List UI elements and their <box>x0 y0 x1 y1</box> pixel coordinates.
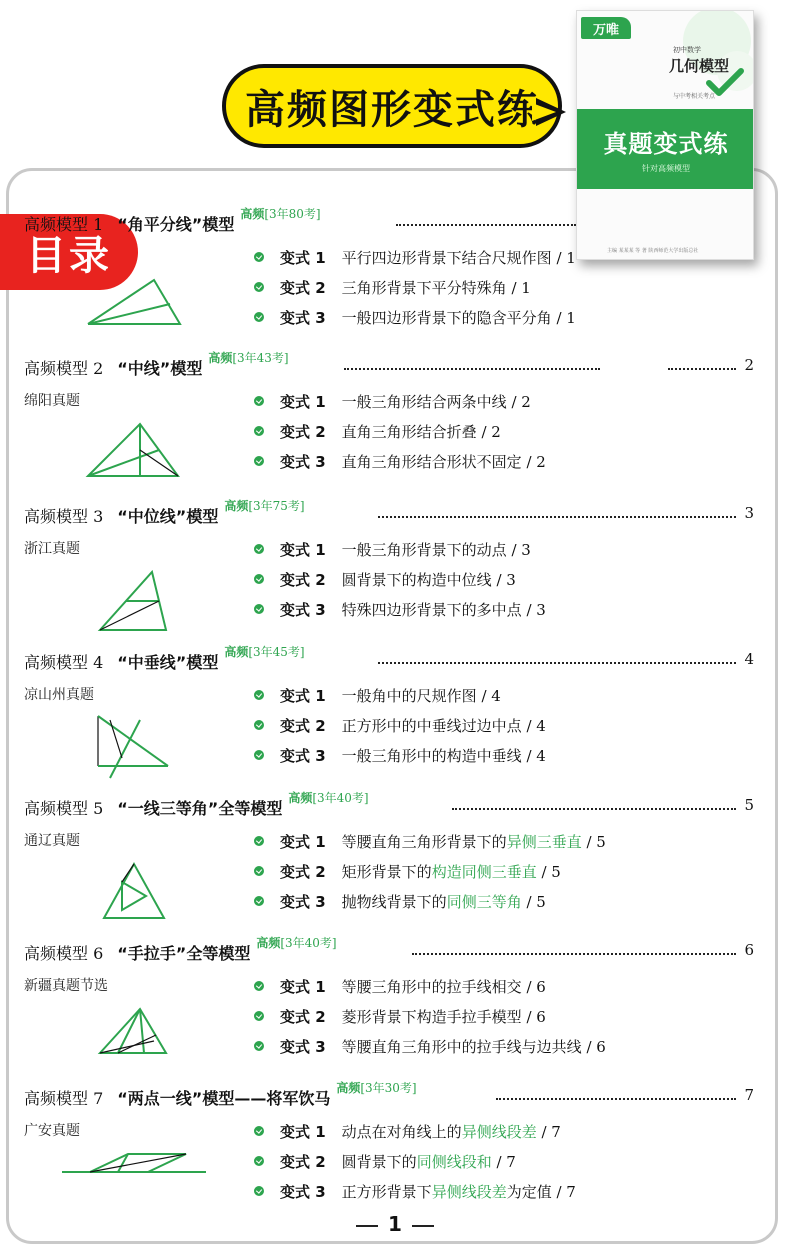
list-item <box>254 386 546 416</box>
check-bullet-icon <box>254 396 264 406</box>
check-bullet-icon <box>254 981 264 991</box>
frequency-count: [3年75考] <box>248 499 305 513</box>
variant-text: 直角三角形结合形状不固定 / 2 <box>341 452 546 471</box>
book-subtitle: 与中考相关考点 <box>673 93 716 100</box>
variant-text: 一般三角形结合两条中线 / 2 <box>341 392 531 411</box>
page-ref: 3 <box>744 504 754 522</box>
frequency-label: 高频 <box>256 936 281 950</box>
frequency-label: 高频 <box>240 207 265 221</box>
variant-label: 变式 1 <box>280 832 326 851</box>
hand-in-hand-figure <box>96 1005 170 1057</box>
check-bullet-icon <box>254 1126 264 1136</box>
check-bullet-icon <box>254 604 264 614</box>
one-line-three-angles-figure <box>100 860 168 922</box>
banner-title: 高频图形变式练 <box>245 86 539 133</box>
section-name: “手拉手”全等模型 <box>117 944 251 963</box>
source-label: 广安真题 <box>24 1123 80 1139</box>
check-bullet-icon <box>254 252 264 262</box>
book-footer: 主编 某某某 等 著 陕西师范大学出版总社 <box>607 248 699 254</box>
leader-dots <box>496 1098 736 1100</box>
variant-text: 等腰直角三角形中的拉手线与边共线 / 6 <box>341 1037 606 1056</box>
check-bullet-icon <box>254 282 264 292</box>
frequency-label: 高频 <box>224 645 249 659</box>
variant-text: 一般三角形中的构造中垂线 / 4 <box>341 746 546 765</box>
variant-label: 变式 3 <box>280 892 326 911</box>
list-item <box>254 856 606 886</box>
section-heading <box>24 936 337 964</box>
variant-label: 变式 2 <box>280 1007 326 1026</box>
frequency-badge <box>256 934 336 951</box>
check-bullet-icon <box>254 312 264 322</box>
frequency-label: 高频 <box>336 1081 361 1095</box>
list-item <box>254 1001 606 1031</box>
check-bullet-icon <box>254 866 264 876</box>
frequency-count: [3年80考] <box>264 207 321 221</box>
check-bullet-icon <box>254 1156 264 1166</box>
list-item <box>254 740 546 770</box>
frequency-count: [3年40考] <box>312 791 369 805</box>
variant-label: 变式 2 <box>280 278 326 297</box>
variant-label: 变式 3 <box>280 746 326 765</box>
page-number <box>0 1212 790 1236</box>
variant-text: 菱形背景下构造手拉手模型 / 6 <box>341 1007 546 1026</box>
variant-text: 三角形背景下平分特殊角 / 1 <box>341 278 531 297</box>
frequency-label: 高频 <box>288 791 313 805</box>
check-bullet-icon <box>254 1041 264 1051</box>
variant-label: 变式 1 <box>280 686 326 705</box>
leader-dots <box>344 368 600 370</box>
two-points-one-line-figure <box>60 1152 210 1176</box>
list-item <box>254 971 606 1001</box>
list-item <box>254 302 576 332</box>
list-item <box>254 886 606 916</box>
banner-tail-inner <box>532 103 556 121</box>
book-band <box>577 109 754 189</box>
source-label: 浙江真题 <box>24 541 80 557</box>
section-name: “角平分线”模型 <box>117 215 235 234</box>
book-series: 初中数学 <box>673 46 701 54</box>
variant-text: 等腰直角三角形背景下的异侧三垂直 / 5 <box>341 832 606 851</box>
check-bullet-icon <box>254 456 264 466</box>
variant-label: 变式 3 <box>280 1182 326 1201</box>
section-heading <box>24 351 289 379</box>
list-item <box>254 1176 576 1206</box>
title-banner <box>222 64 562 148</box>
book-logo: 万唯 <box>581 17 631 39</box>
page-ref: 4 <box>744 650 754 668</box>
page-ref: 6 <box>744 941 754 959</box>
leader-dots <box>452 808 736 810</box>
leader-dots <box>412 953 736 955</box>
section-heading <box>24 1081 417 1109</box>
check-bullet-icon <box>254 426 264 436</box>
page-number-value: 1 <box>388 1212 402 1236</box>
check-bullet-icon <box>254 1186 264 1196</box>
variant-list <box>254 534 546 624</box>
list-item <box>254 272 576 302</box>
variant-text: 等腰三角形中的拉手线相交 / 6 <box>341 977 546 996</box>
variant-label: 变式 2 <box>280 570 326 589</box>
source-label: 凉山州真题 <box>24 687 94 703</box>
section-title: 高频模型 2 <box>24 359 104 378</box>
variant-text: 直角三角形结合折叠 / 2 <box>341 422 501 441</box>
variant-text: 一般三角形背景下的动点 / 3 <box>341 540 531 559</box>
leader-dots <box>396 224 576 226</box>
dash-left <box>356 1225 378 1227</box>
source-label: 绵阳真题 <box>24 393 80 409</box>
frequency-badge <box>208 349 288 366</box>
catalog-label: 目录 <box>26 232 112 279</box>
variant-text: 正方形中的中垂线过边中点 / 4 <box>341 716 546 735</box>
variant-label: 变式 2 <box>280 862 326 881</box>
dash-right <box>412 1225 434 1227</box>
variant-label: 变式 1 <box>280 1122 326 1141</box>
variant-list <box>254 386 546 476</box>
check-bullet-icon <box>254 1011 264 1021</box>
variant-label: 变式 1 <box>280 540 326 559</box>
variant-text: 正方形背景下异侧线段差为定值 / 7 <box>341 1182 576 1201</box>
source-label: 通辽真题 <box>24 833 80 849</box>
list-item <box>254 680 546 710</box>
frequency-label: 高频 <box>224 499 249 513</box>
frequency-count: [3年40考] <box>280 936 337 950</box>
perpendicular-bisector-figure <box>94 714 172 780</box>
variant-text: 圆背景下的构造中位线 / 3 <box>341 570 516 589</box>
section-heading <box>24 791 369 819</box>
check-bullet-icon <box>254 574 264 584</box>
list-item <box>254 826 606 856</box>
section-heading <box>24 645 305 673</box>
variant-text: 圆背景下的同侧线段和 / 7 <box>341 1152 516 1171</box>
list-item <box>254 1031 606 1061</box>
book-cover-image <box>576 10 754 260</box>
frequency-count: [3年30考] <box>360 1081 417 1095</box>
book-band-subtitle: 针对高频模型 <box>642 164 690 173</box>
section-name: “两点一线”模型——将军饮马 <box>117 1089 331 1108</box>
check-bullet-icon <box>254 750 264 760</box>
frequency-label: 高频 <box>208 351 233 365</box>
list-item <box>254 1116 576 1146</box>
list-item <box>254 564 546 594</box>
page-ref: 5 <box>744 796 754 814</box>
leader-dots <box>668 368 736 370</box>
variant-list <box>254 1116 576 1206</box>
page-ref: 7 <box>744 1086 754 1104</box>
list-item <box>254 242 576 272</box>
section-title: 高频模型 6 <box>24 944 104 963</box>
check-bullet-icon <box>254 690 264 700</box>
frequency-badge <box>224 497 304 514</box>
variant-text: 动点在对角线上的异侧线段差 / 7 <box>341 1122 561 1141</box>
variant-label: 变式 1 <box>280 392 326 411</box>
variant-text: 一般四边形背景下的隐含平分角 / 1 <box>341 308 576 327</box>
section-title: 高频模型 4 <box>24 653 104 672</box>
book-band-title: 真题变式练 <box>603 130 729 158</box>
variant-text: 特殊四边形背景下的多中点 / 3 <box>341 600 546 619</box>
frequency-count: [3年43考] <box>232 351 289 365</box>
variant-label: 变式 2 <box>280 422 326 441</box>
list-item <box>254 710 546 740</box>
variant-label: 变式 1 <box>280 977 326 996</box>
section-title: 高频模型 5 <box>24 799 104 818</box>
frequency-badge <box>240 205 320 222</box>
variant-text: 平行四边形背景下结合尺规作图 / 1 <box>341 248 576 267</box>
variant-label: 变式 2 <box>280 1152 326 1171</box>
list-item <box>254 446 546 476</box>
variant-label: 变式 3 <box>280 452 326 471</box>
list-item <box>254 1146 576 1176</box>
section-name: “中垂线”模型 <box>117 653 219 672</box>
book-model: 几何模型 <box>669 57 730 75</box>
section-title: 高频模型 1 <box>24 215 104 234</box>
variant-label: 变式 1 <box>280 248 326 267</box>
source-label: 新疆真题节选 <box>24 978 108 994</box>
variant-label: 变式 3 <box>280 600 326 619</box>
variant-label: 变式 3 <box>280 308 326 327</box>
section-heading <box>24 207 321 235</box>
midline-figure <box>96 568 170 634</box>
check-bullet-icon <box>254 544 264 554</box>
section-name: “中位线”模型 <box>117 507 219 526</box>
median-figure <box>84 420 184 480</box>
frequency-badge <box>224 643 304 660</box>
section-title: 高频模型 3 <box>24 507 104 526</box>
section-heading <box>24 499 305 527</box>
list-item <box>254 594 546 624</box>
leader-dots <box>378 516 736 518</box>
angle-bisector-figure <box>84 276 184 328</box>
check-bullet-icon <box>254 836 264 846</box>
list-item <box>254 534 546 564</box>
check-bullet-icon <box>254 720 264 730</box>
section-name: “中线”模型 <box>117 359 203 378</box>
variant-text: 矩形背景下的构造同侧三垂直 / 5 <box>341 862 561 881</box>
page-ref: 2 <box>744 356 754 374</box>
frequency-badge <box>288 789 368 806</box>
variant-label: 变式 3 <box>280 1037 326 1056</box>
variant-list <box>254 242 576 332</box>
variant-list <box>254 680 546 770</box>
variant-text: 抛物线背景下的同侧三等角 / 5 <box>341 892 546 911</box>
section-name: “一线三等角”全等模型 <box>117 799 283 818</box>
list-item <box>254 416 546 446</box>
frequency-count: [3年45考] <box>248 645 305 659</box>
variant-label: 变式 2 <box>280 716 326 735</box>
check-bullet-icon <box>254 896 264 906</box>
variant-list <box>254 971 606 1061</box>
variant-list <box>254 826 606 916</box>
frequency-badge <box>336 1079 416 1096</box>
leader-dots <box>378 662 736 664</box>
variant-text: 一般角中的尺规作图 / 4 <box>341 686 501 705</box>
section-title: 高频模型 7 <box>24 1089 104 1108</box>
